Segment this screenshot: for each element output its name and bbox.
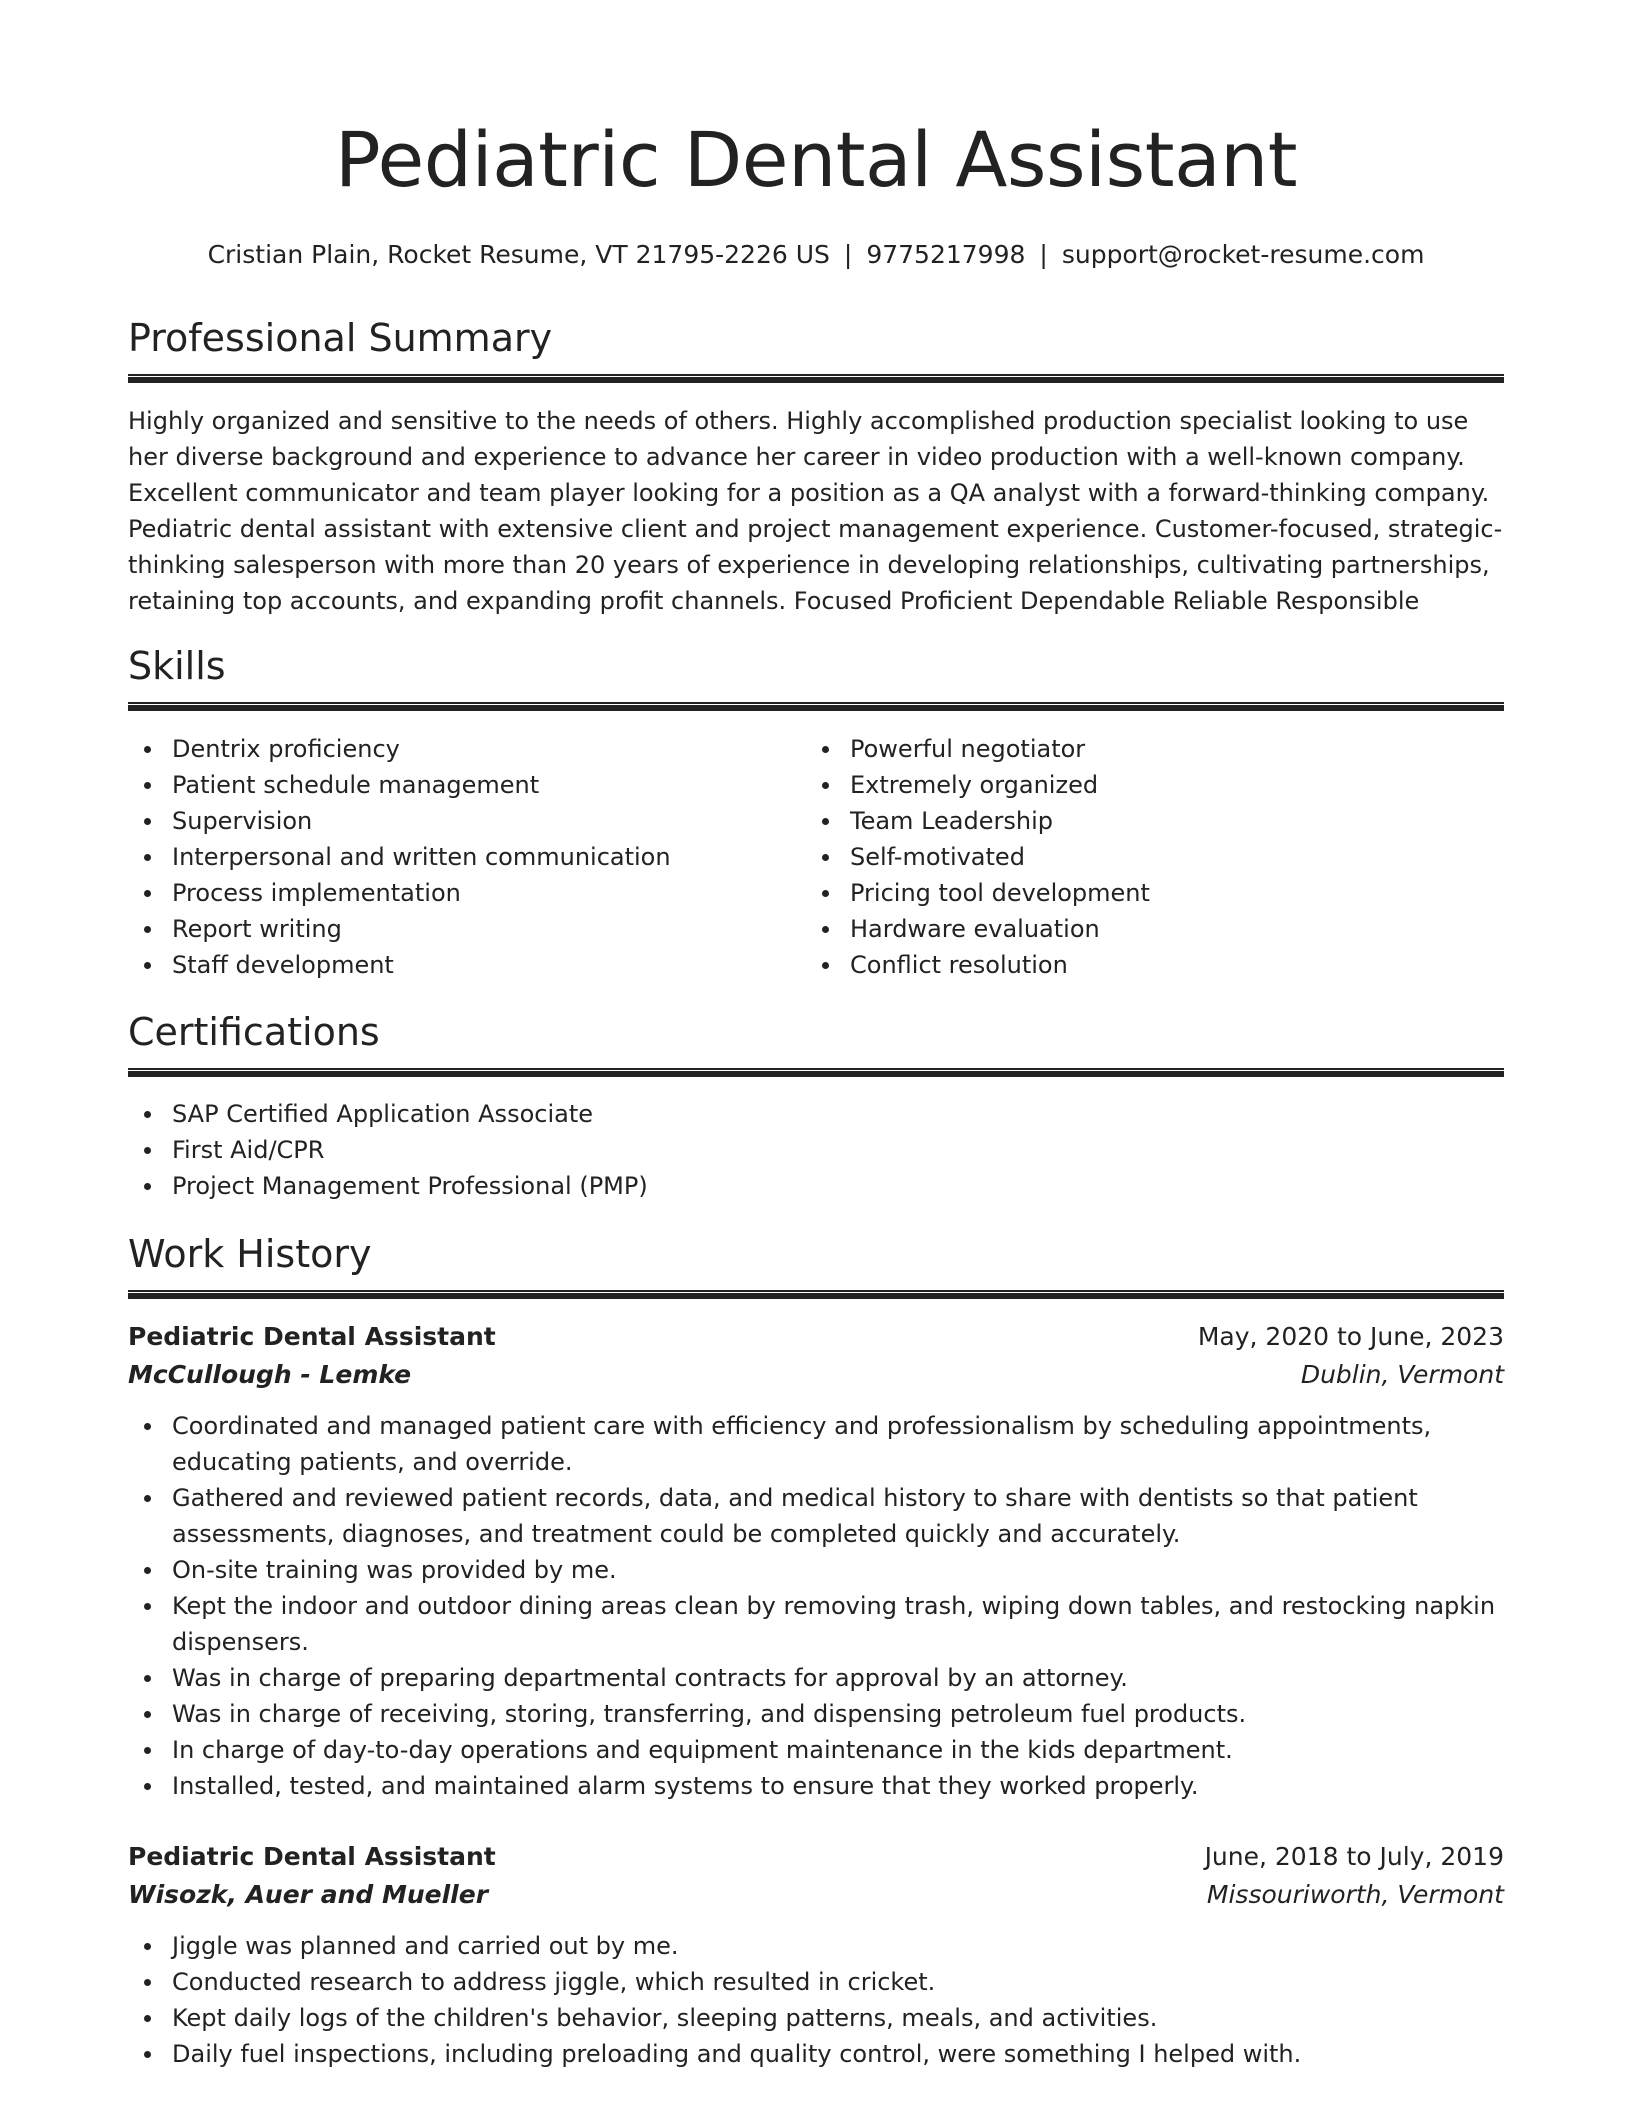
list-item: Self-motivated	[806, 839, 1484, 875]
list-item: First Aid/CPR	[128, 1132, 1504, 1168]
list-item: Jiggle was planned and carried out by me.	[128, 1928, 1504, 1964]
summary-text: Highly organized and sensitive to the needs of others. Highly accomplished production specialist looking to use her diverse background and experience to advance her career in video production with a well-known company. Excellent communicator and team player looking for a position as a QA analyst with a forward-thinking company. Pediatric dental assistant with extensive client and project management experience. Customer-focused, strategic-thinking salesperson with more than 20 years of experience in developing relationships, cultivating partnerships, retaining top accounts, and expanding profit channels. Focused Proficient Dependable Reliable Responsible	[128, 407, 1503, 615]
section-divider	[128, 1290, 1504, 1299]
skills-list-right	[806, 731, 1484, 983]
work-section	[128, 1234, 1504, 1276]
job-company: Wisozk, Auer and Mueller	[128, 1880, 489, 1909]
list-item: Was in charge of receiving, storing, transferring, and dispensing petroleum fuel products.	[128, 1696, 1504, 1732]
list-item: Dentrix proficiency	[128, 731, 806, 767]
section-divider	[128, 1068, 1504, 1077]
list-item: Conflict resolution	[806, 947, 1484, 983]
list-item: Installed, tested, and maintained alarm systems to ensure that they worked properly.	[128, 1768, 1504, 1804]
contact-phone: 9775217998	[866, 240, 1026, 269]
certifications-heading: Certifications	[128, 1010, 380, 1054]
list-item: Hardware evaluation	[806, 911, 1484, 947]
list-item: On-site training was provided by me.	[128, 1552, 1504, 1588]
job-entry	[128, 1318, 1504, 1804]
list-item: Extremely organized	[806, 767, 1484, 803]
list-item: SAP Certified Application Associate	[128, 1096, 1504, 1132]
job-entry	[128, 1838, 1504, 2072]
job-company-row	[128, 1876, 1504, 1914]
contact-separator: |	[1039, 240, 1048, 269]
job-bullet-list	[128, 1928, 1504, 2072]
list-item: Report writing	[128, 911, 806, 947]
job-header-row	[128, 1318, 1504, 1356]
list-item: Process implementation	[128, 875, 806, 911]
list-item: Supervision	[128, 803, 806, 839]
list-item: In charge of day-to-day operations and equipment maintenance in the kids department.	[128, 1732, 1504, 1768]
job-bullet-list	[128, 1408, 1504, 1804]
list-item: Kept daily logs of the children's behavior, sleeping patterns, meals, and activities.	[128, 2000, 1504, 2036]
list-item: Interpersonal and written communication	[128, 839, 806, 875]
skills-section	[128, 646, 1504, 688]
list-item: Pricing tool development	[806, 875, 1484, 911]
list-item: Team Leadership	[806, 803, 1484, 839]
skills-columns	[128, 731, 1504, 983]
resume-title: Pediatric Dental Assistant	[334, 115, 1298, 204]
job-location: Missouriworth, Vermont	[1206, 1880, 1504, 1909]
list-item: Project Management Professional (PMP)	[128, 1168, 1504, 1204]
job-dates: June, 2018 to July, 2019	[1204, 1842, 1504, 1871]
skills-heading: Skills	[128, 644, 226, 688]
certifications-list	[128, 1096, 1504, 1204]
job-title: Pediatric Dental Assistant	[128, 1842, 496, 1871]
list-item: Patient schedule management	[128, 767, 806, 803]
list-item: Was in charge of preparing departmental contracts for approval by an attorney.	[128, 1660, 1504, 1696]
list-item: Kept the indoor and outdoor dining areas clean by removing trash, wiping down tables, and restocking napkin dispensers.	[128, 1588, 1504, 1660]
contact-separator: |	[843, 240, 853, 269]
job-location: Dublin, Vermont	[1300, 1360, 1504, 1389]
certifications-section	[128, 1012, 1504, 1054]
job-title: Pediatric Dental Assistant	[128, 1322, 496, 1351]
summary-section	[128, 318, 1504, 360]
job-dates: May, 2020 to June, 2023	[1197, 1322, 1504, 1351]
job-header-row	[128, 1838, 1504, 1876]
certifications-list-wrap	[128, 1096, 1504, 1204]
contact-email: support@rocket-resume.com	[1061, 240, 1425, 269]
list-item: Daily fuel inspections, including preloading and quality control, were something I helped with.	[128, 2036, 1504, 2072]
section-divider	[128, 702, 1504, 711]
job-company: McCullough - Lemke	[128, 1360, 412, 1389]
list-item: Powerful negotiator	[806, 731, 1484, 767]
job-company-row	[128, 1356, 1504, 1394]
work-heading: Work History	[128, 1232, 372, 1276]
summary-heading: Professional Summary	[128, 316, 553, 360]
list-item: Gathered and reviewed patient records, data, and medical history to share with dentists so that patient assessments, diagnoses, and treatment could be completed quickly and accurately.	[128, 1480, 1504, 1552]
skills-list-left	[128, 731, 806, 983]
contact-line	[128, 240, 1504, 270]
contact-address: Cristian Plain, Rocket Resume, VT 21795-2226 US	[207, 240, 830, 269]
list-item: Coordinated and managed patient care with efficiency and professionalism by scheduling appointments, educating patients, and override.	[128, 1408, 1504, 1480]
list-item: Conducted research to address jiggle, which resulted in cricket.	[128, 1964, 1504, 2000]
list-item: Staff development	[128, 947, 806, 983]
section-divider	[128, 374, 1504, 383]
